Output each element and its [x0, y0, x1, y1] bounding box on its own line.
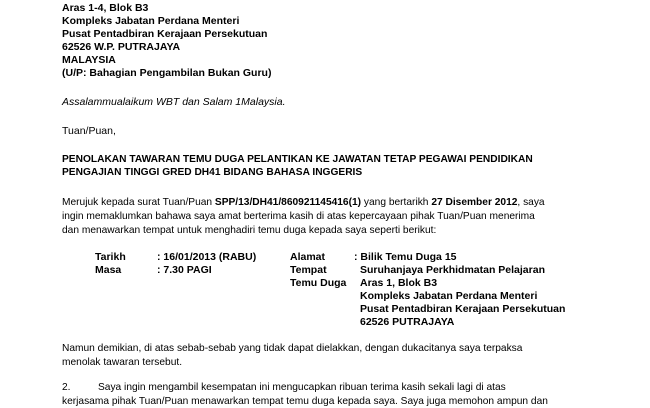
masa-value: : 7.30 PAGI [157, 264, 212, 276]
letter-date: 27 Disember 2012 [431, 197, 518, 208]
alamat-label: Alamat [290, 251, 326, 263]
address-line-5: MALAYSIA [62, 54, 116, 66]
paragraph-3-line-2: kerjasama pihak Tuan/Puan menawarkan tempat temu duga kepada saya. Saya juga memohon ampun dan [62, 396, 548, 407]
para1-suffix: , saya [517, 197, 545, 208]
tempat-label: Tempat [290, 264, 327, 276]
venue-line-2: Aras 1, Blok B3 [360, 277, 438, 289]
venue-line-1: Suruhanjaya Perkhidmatan Pelajaran [360, 264, 545, 276]
subject-line-1: PENOLAKAN TAWARAN TEMU DUGA PELANTIKAN KE JAWATAN TETAP PEGAWAI PENDIDIKAN [62, 154, 533, 165]
greeting: Assalammualaikum WBT dan Salam 1Malaysia. [62, 96, 286, 108]
venue-line-5: 62526 PUTRAJAYA [360, 316, 455, 328]
paragraph-2-line-1: Namun demikian, di atas sebab-sebab yang tidak dapat dielakkan, dengan dukacitanya saya terpaksa [62, 343, 523, 354]
address-line-6: (U/P: Bahagian Pengambilan Bukan Guru) [62, 67, 272, 79]
para1-middle: yang bertarikh [363, 197, 429, 208]
para1-prefix: Merujuk kepada surat Tuan/Puan [62, 197, 213, 208]
alamat-value: : Bilik Temu Duga 15 [354, 251, 457, 263]
paragraph-3-number: 2. [62, 382, 71, 393]
temuduga-label: Temu Duga [290, 277, 347, 289]
paragraph-1-line-3: dan menawarkan tempat untuk menghadiri temu duga kepada saya seperti berikut: [62, 225, 437, 236]
address-line-2: Kompleks Jabatan Perdana Menteri [62, 15, 240, 27]
tarikh-value: : 16/01/2013 (RABU) [157, 251, 257, 263]
paragraph-1-line-1 [62, 196, 545, 209]
address-line-4: 62526 W.P. PUTRAJAYA [62, 41, 181, 53]
address-line-3: Pusat Pentadbiran Kerajaan Persekutuan [62, 28, 268, 40]
venue-line-3: Kompleks Jabatan Perdana Menteri [360, 290, 538, 302]
salutation: Tuan/Puan, [62, 125, 116, 137]
address-line-1: Aras 1-4, Blok B3 [62, 2, 149, 14]
reference-number: SPP/13/DH41/860921145416(1) [214, 197, 362, 208]
subject-line-2: PENGAJIAN TINGGI GRED DH41 BIDANG BAHASA INGGERIS [62, 167, 363, 178]
paragraph-1-line-2: ingin memaklumkan bahawa saya amat berterima kasih di atas kepercayaan pihak Tuan/Puan menerima [62, 211, 535, 222]
venue-line-4: Pusat Pentadbiran Kerajaan Persekutuan [360, 303, 566, 315]
paragraph-2-line-2: menolak tawaran tersebut. [62, 357, 183, 368]
masa-label: Masa [95, 264, 122, 276]
paragraph-3-line-1: Saya ingin mengambil kesempatan ini mengucapkan ribuan terima kasih sekali lagi di atas [98, 382, 506, 393]
tarikh-label: Tarikh [95, 251, 126, 263]
